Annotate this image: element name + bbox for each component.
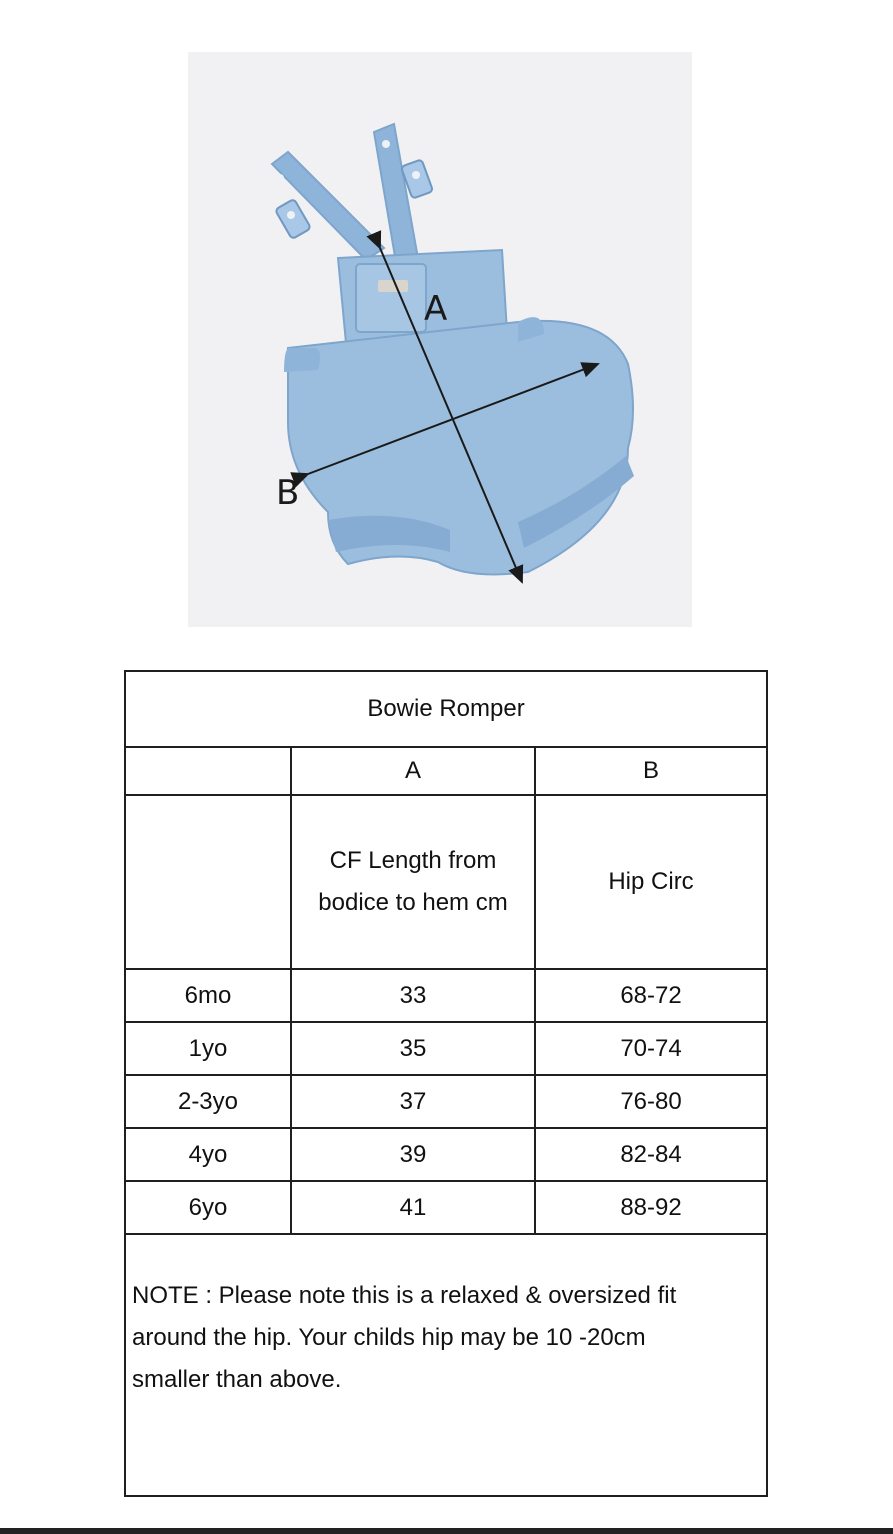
value-a: 35 xyxy=(291,1022,535,1075)
romper-illustration xyxy=(188,52,692,627)
size-chart-table xyxy=(124,670,768,1497)
empty-desc-cell xyxy=(125,795,291,969)
value-b: 88-92 xyxy=(535,1181,767,1234)
size-label: 6mo xyxy=(125,969,291,1022)
value-a: 37 xyxy=(291,1075,535,1128)
column-b-header: B xyxy=(535,747,767,795)
size-label: 4yo xyxy=(125,1128,291,1181)
bottom-divider xyxy=(0,1528,893,1534)
value-b: 68-72 xyxy=(535,969,767,1022)
fit-note-line2: around the hip. Your childs hip may be 10 -20cm xyxy=(132,1324,646,1351)
fit-note-line3: smaller than above. xyxy=(132,1366,342,1393)
empty-header-cell xyxy=(125,747,291,795)
column-a-header: A xyxy=(291,747,535,795)
button-icon xyxy=(382,140,390,148)
value-b: 70-74 xyxy=(535,1022,767,1075)
table-title: Bowie Romper xyxy=(125,671,767,747)
value-a: 39 xyxy=(291,1128,535,1181)
logo-tag xyxy=(378,280,408,292)
product-photo xyxy=(188,52,692,627)
column-a-description-line1: CF Length from xyxy=(329,847,497,874)
table-row xyxy=(125,969,767,1022)
fit-note xyxy=(125,1234,767,1496)
table-row xyxy=(125,1128,767,1181)
table-row xyxy=(125,1022,767,1075)
button-icon xyxy=(287,211,295,219)
table-row xyxy=(125,1181,767,1234)
label-a: A xyxy=(424,289,448,329)
fit-note-line1: NOTE : Please note this is a relaxed & oversized fit xyxy=(132,1282,677,1309)
table-row xyxy=(125,1075,767,1128)
column-a-description xyxy=(291,795,535,969)
value-b: 76-80 xyxy=(535,1075,767,1128)
value-b: 82-84 xyxy=(535,1128,767,1181)
button-icon xyxy=(276,174,284,182)
column-a-description-line2: bodice to hem cm xyxy=(318,889,508,916)
column-b-description: Hip Circ xyxy=(535,795,767,969)
value-a: 41 xyxy=(291,1181,535,1234)
size-label: 2-3yo xyxy=(125,1075,291,1128)
button-icon xyxy=(412,171,420,179)
value-a: 33 xyxy=(291,969,535,1022)
label-b: B xyxy=(276,473,300,513)
size-label: 1yo xyxy=(125,1022,291,1075)
size-label: 6yo xyxy=(125,1181,291,1234)
